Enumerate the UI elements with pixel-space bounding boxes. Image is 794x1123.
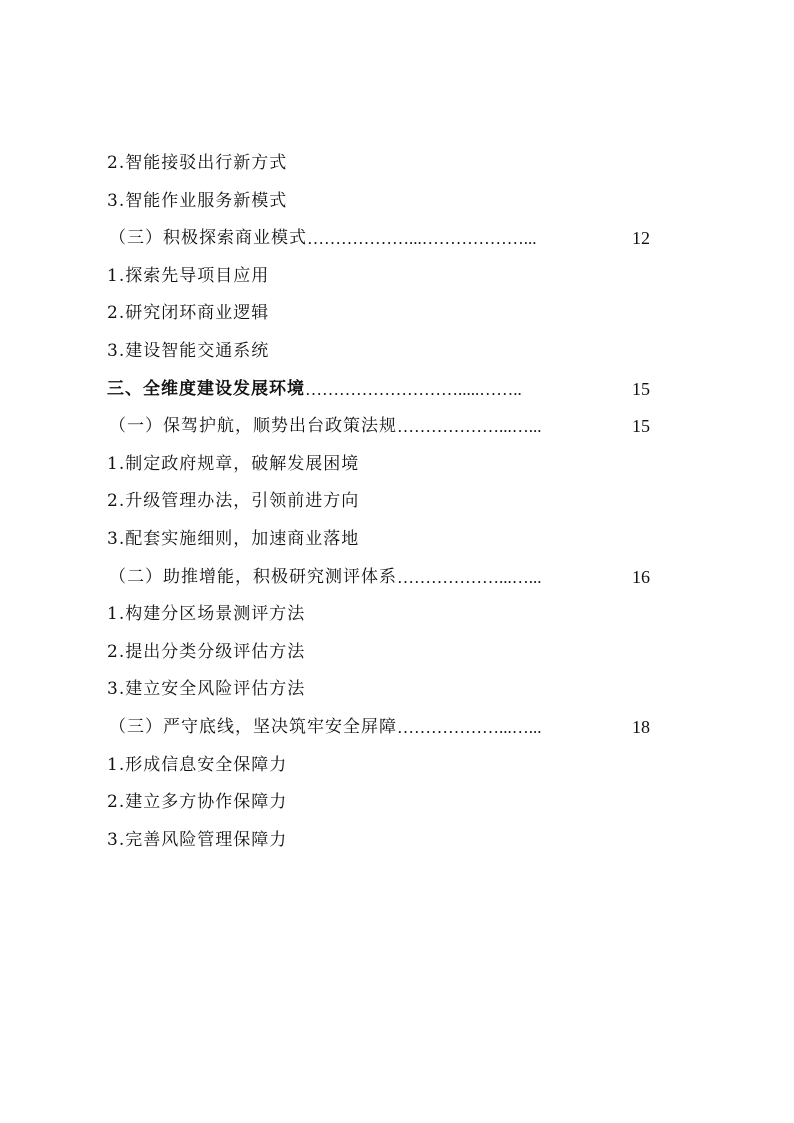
toc-entry-title: （三）积极探索商业模式: [109, 228, 307, 249]
toc-page-number: 16: [632, 566, 650, 587]
toc-dot-leader: ……………………….....……..: [305, 379, 522, 399]
toc-subsection-entry[interactable]: [107, 709, 650, 747]
toc-item[interactable]: [107, 183, 650, 221]
toc-item[interactable]: [107, 521, 650, 559]
toc-item[interactable]: [107, 145, 650, 183]
toc-entry-title: （二）助推增能，积极研究测评体系: [109, 566, 397, 587]
toc-item[interactable]: [107, 634, 650, 672]
toc-page-number: 18: [632, 716, 650, 737]
toc-entry-title: 三、全维度建设发展环境: [107, 378, 305, 399]
toc-item-text: 1.构建分区场景测评方法: [107, 604, 306, 625]
toc-item[interactable]: [107, 671, 650, 709]
toc-item-text: 3.完善风险管理保障力: [107, 829, 288, 850]
toc-item-text: 1.探索先导项目应用: [107, 265, 270, 286]
toc-entry-title: （三）严守底线，坚决筑牢安全屏障: [109, 716, 397, 737]
toc-page-number: 12: [632, 228, 650, 249]
toc-dot-leader: ………………...…...: [397, 717, 542, 737]
toc-item-text: 2.智能接驳出行新方式: [107, 153, 288, 173]
toc-item[interactable]: [107, 446, 650, 484]
toc-item-text: 2.研究闭环商业逻辑: [107, 303, 270, 324]
toc-item-text: 3.建设智能交通系统: [107, 340, 270, 361]
toc-item[interactable]: [107, 784, 650, 822]
toc-item[interactable]: [107, 596, 650, 634]
toc-page-number: 15: [632, 416, 650, 437]
toc-dot-leader: ………………...…...: [397, 417, 542, 437]
toc-dot-leader: ………………...…...: [397, 567, 542, 587]
toc-item[interactable]: [107, 483, 650, 521]
toc-item[interactable]: [107, 822, 650, 860]
toc-item[interactable]: [107, 258, 650, 296]
toc-subsection-entry[interactable]: [107, 220, 650, 258]
toc-section-entry[interactable]: [107, 371, 650, 409]
toc-subsection-entry[interactable]: [107, 559, 650, 597]
toc-page-number: 15: [632, 378, 650, 399]
toc-item-text: 3.智能作业服务新模式: [107, 190, 288, 211]
toc-subsection-entry[interactable]: [107, 408, 650, 446]
toc-item[interactable]: [107, 747, 650, 785]
table-of-contents: [107, 145, 650, 859]
toc-item[interactable]: [107, 295, 650, 333]
toc-item-text: 1.形成信息安全保障力: [107, 754, 288, 775]
toc-item-text: 2.建立多方协作保障力: [107, 792, 288, 813]
toc-item[interactable]: [107, 333, 650, 371]
toc-item-text: 2.提出分类分级评估方法: [107, 641, 306, 662]
toc-dot-leader: ………………...………………...: [307, 229, 537, 249]
toc-item-text: 3.建立安全风险评估方法: [107, 679, 306, 700]
toc-item-text: 3.配套实施细则，加速商业落地: [107, 528, 360, 549]
toc-item-text: 2.升级管理办法，引领前进方向: [107, 491, 360, 512]
toc-entry-title: （一）保驾护航，顺势出台政策法规: [109, 416, 397, 437]
toc-item-text: 1.制定政府规章，破解发展困境: [107, 453, 360, 474]
